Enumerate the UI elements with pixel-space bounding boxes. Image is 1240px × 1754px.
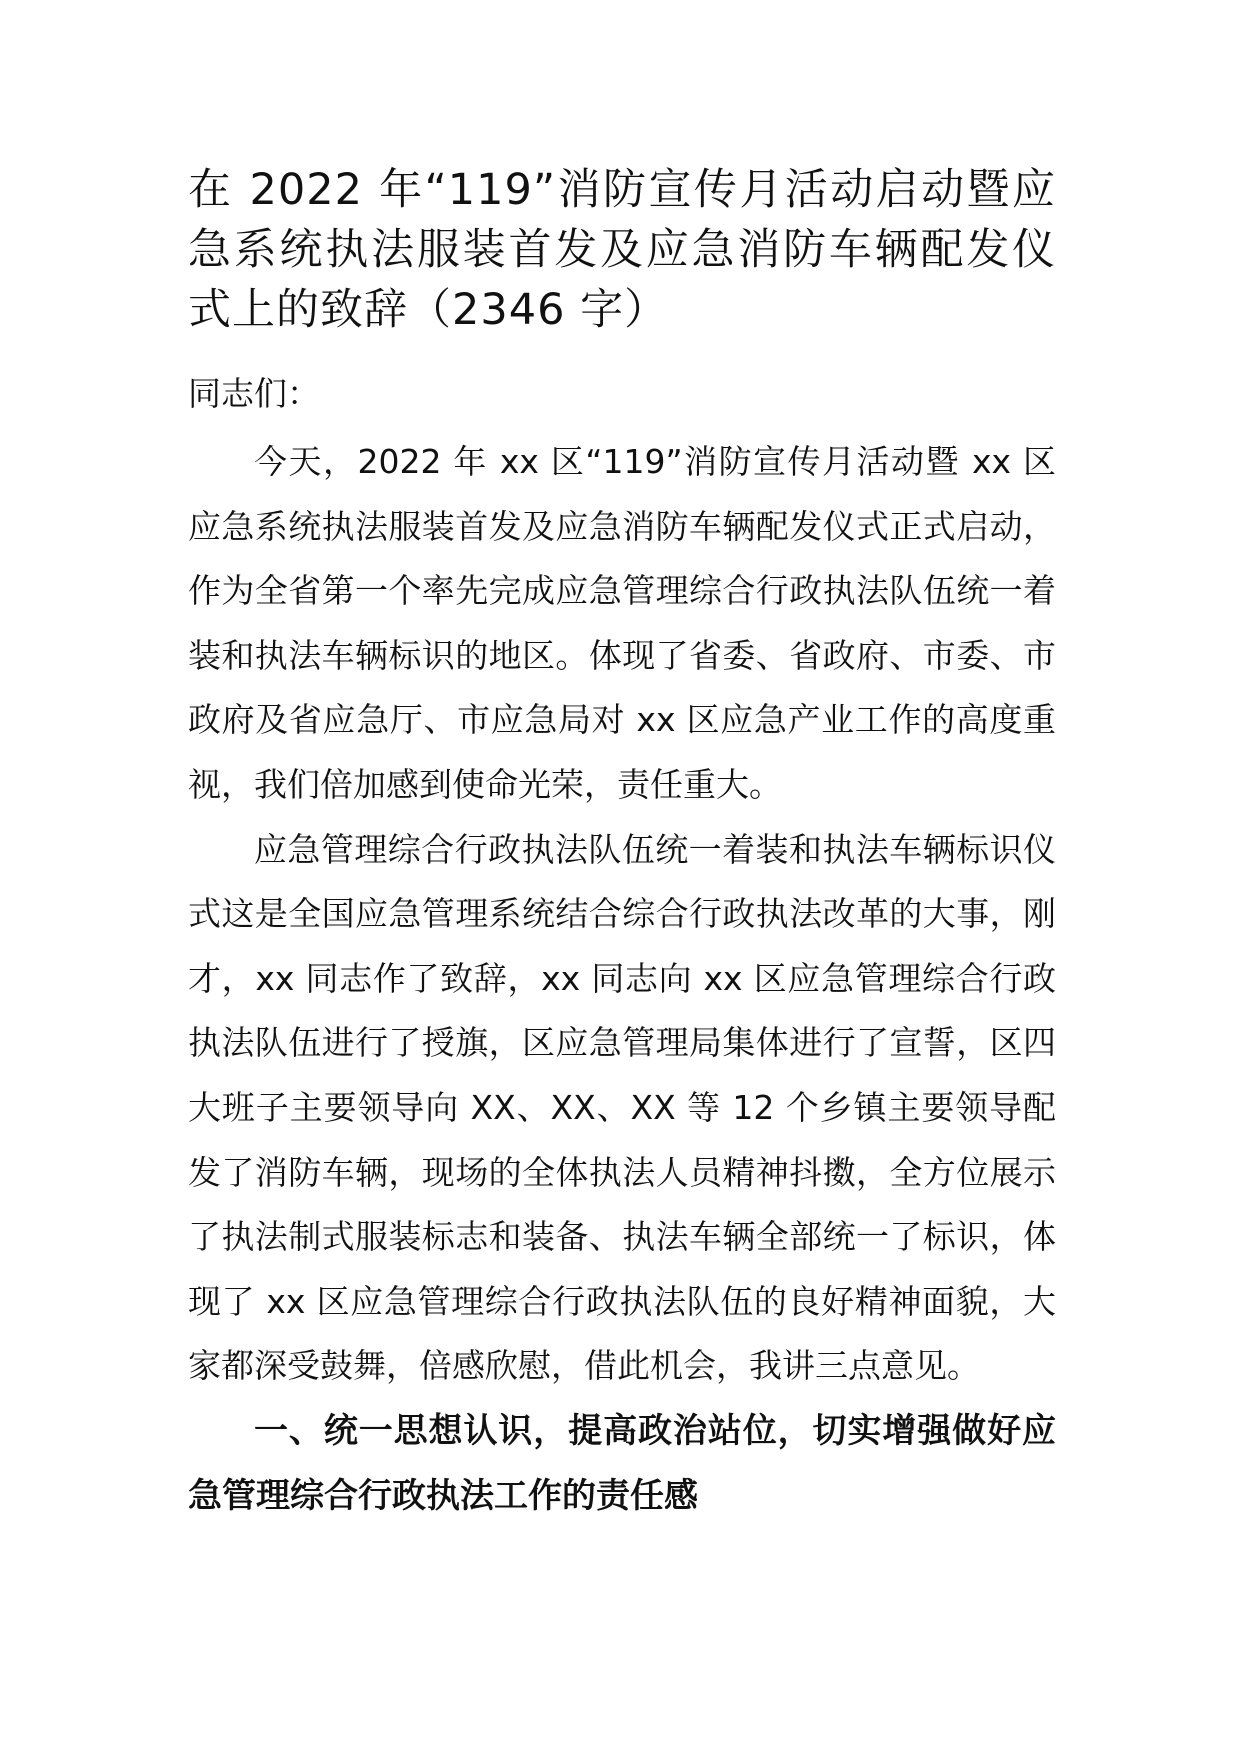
body-paragraph-2: 应急管理综合行政执法队伍统一着装和执法车辆标识仪式这是全国应急管理系统结合综合行政执法改革的大事，刚才，xx 同志作了致辞，xx 同志向 xx 区应急管理综合行政执法队伍进行了授旗，区应急管理局集体进行了宣誓，区四大班子主要领导向 XX、XX、XX 等 12 个乡镇主要领导配发了消防车辆，现场的全体执法人员精神抖擞，全方位展示了执法制式服装标志和装备、执法车辆全部统一了标识，体现了 xx 区应急管理综合行政执法队伍的良好精神面貌，大家都深受鼓舞，倍感欣慰，借此机会，我讲三点意见。 [188,829,1056,1386]
document-body [188,430,1056,1528]
document-page [188,0,1056,1754]
body-paragraph-1: 今天，2022 年 xx 区“119”消防宣传月活动暨 xx 区应急系统执法服装首发及应急消防车辆配发仪式正式启动，作为全省第一个率先完成应急管理综合行政执法队伍统一着装和执法车辆标识的地区。体现了省委、省政府、市委、市政府及省应急厅、市应急局对 xx 区应急产业工作的高度重视，我们倍加感到使命光荣，责任重大。 [188,442,1056,804]
document-title: 在 2022 年“119”消防宣传月活动启动暨应急系统执法服装首发及应急消防车辆配发仪式上的致辞（2346 字） [188,165,1056,335]
section-heading-1: 一、统一思想认识，提高政治站位，切实增强做好应急管理综合行政执法工作的责任感 [188,1410,1056,1516]
salutation: 同志们： [188,374,320,413]
